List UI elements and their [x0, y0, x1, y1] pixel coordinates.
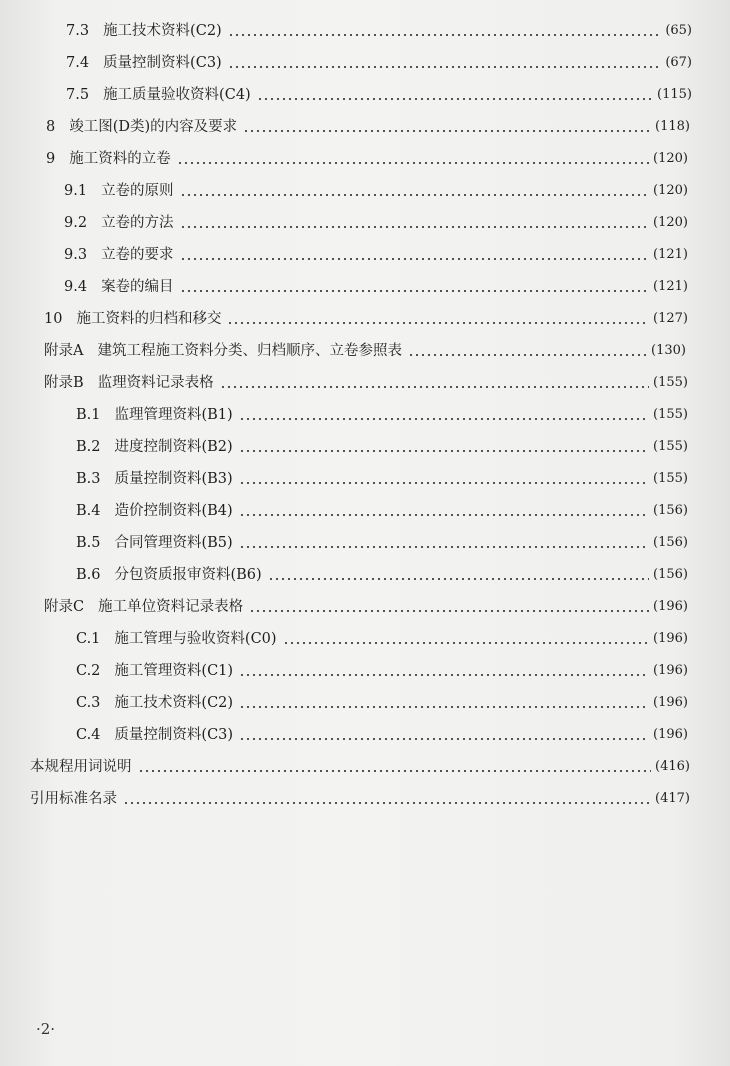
- entry-title: 监理资料记录表格: [97, 375, 214, 391]
- entry-page: (196): [653, 663, 688, 678]
- entry-number: 9.3: [64, 247, 88, 263]
- dot-leader: [177, 162, 649, 164]
- entry-page: (196): [653, 599, 688, 614]
- dot-leader: [138, 770, 652, 772]
- dot-leader: [228, 34, 662, 36]
- dot-leader: [239, 674, 649, 676]
- entry-page: (416): [655, 759, 690, 774]
- entry-page: (196): [653, 695, 688, 710]
- entry-number: 7.4: [66, 55, 90, 71]
- toc-entry[interactable]: [46, 112, 690, 136]
- dot-leader: [239, 546, 649, 548]
- entry-number: 9: [46, 151, 56, 167]
- toc-entry[interactable]: [76, 432, 688, 456]
- entry-page: (196): [653, 727, 688, 742]
- entry-title: 建筑工程施工资料分类、归档顺序、立卷参照表: [97, 343, 402, 359]
- entry-page: (156): [653, 567, 688, 582]
- entry-title: 引用标准名录: [30, 791, 117, 807]
- entry-number: 附录A: [44, 343, 84, 359]
- entry-number: C.3: [76, 695, 101, 711]
- entry-page: (65): [665, 23, 692, 38]
- entry-page: (120): [653, 215, 688, 230]
- entry-title: 施工技术资料(C2): [103, 23, 222, 39]
- entry-title: 竣工图(D类)的内容及要求: [69, 119, 238, 135]
- toc-entry[interactable]: [44, 336, 686, 360]
- entry-page: (130): [651, 343, 686, 358]
- entry-title: 质量控制资料(C3): [114, 727, 234, 743]
- entry-page: (155): [653, 407, 688, 422]
- dot-leader: [239, 450, 649, 452]
- entry-page: (196): [653, 631, 688, 646]
- entry-title: 质量控制资料(C3): [103, 55, 222, 71]
- entry-title: 案卷的编目: [101, 279, 174, 295]
- dot-leader: [239, 514, 649, 516]
- entry-page: (417): [655, 791, 690, 806]
- toc-entry[interactable]: [44, 368, 688, 392]
- entry-title: 施工管理资料(C1): [114, 663, 234, 679]
- entry-number: 附录C: [44, 599, 85, 615]
- entry-number: 7.5: [66, 87, 90, 103]
- toc-entry[interactable]: [76, 656, 688, 680]
- toc-entry[interactable]: [64, 272, 688, 296]
- toc-entry[interactable]: [44, 304, 688, 328]
- entry-title: 施工管理与验收资料(C0): [114, 631, 277, 647]
- entry-number: B.6: [76, 567, 101, 583]
- dot-leader: [180, 258, 649, 260]
- toc-entry[interactable]: [76, 528, 688, 552]
- dot-leader: [243, 130, 651, 132]
- entry-page: (67): [665, 55, 692, 70]
- entry-title: 合同管理资料(B5): [114, 535, 233, 551]
- entry-title: 质量控制资料(B3): [114, 471, 233, 487]
- dot-leader: [123, 802, 651, 804]
- entry-number: 附录B: [44, 375, 84, 391]
- entry-page: (156): [653, 503, 688, 518]
- dot-leader: [220, 386, 649, 388]
- entry-number: 7.3: [66, 23, 90, 39]
- entry-title: 监理管理资料(B1): [114, 407, 233, 423]
- entry-number: 10: [44, 311, 63, 327]
- dot-leader: [239, 706, 649, 708]
- toc-entry[interactable]: [30, 752, 690, 776]
- entry-title: 施工单位资料记录表格: [98, 599, 244, 615]
- dot-leader: [239, 738, 649, 740]
- entry-title: 施工资料的立卷: [69, 151, 171, 167]
- entry-number: 9.2: [64, 215, 88, 231]
- entry-page: (120): [653, 183, 688, 198]
- entry-title: 施工资料的归档和移交: [76, 311, 222, 327]
- entry-number: 9.4: [64, 279, 88, 295]
- dot-leader: [228, 66, 662, 68]
- dot-leader: [180, 290, 649, 292]
- entry-title: 本规程用词说明: [30, 759, 132, 775]
- dot-leader: [249, 610, 649, 612]
- toc-entry[interactable]: [66, 48, 692, 72]
- entry-title: 造价控制资料(B4): [114, 503, 233, 519]
- entry-page: (155): [653, 439, 688, 454]
- toc-entry[interactable]: [76, 720, 688, 744]
- dot-leader: [239, 482, 649, 484]
- entry-page: (120): [653, 151, 688, 166]
- entry-number: B.5: [76, 535, 101, 551]
- entry-number: C.4: [76, 727, 101, 743]
- entry-page: (155): [653, 375, 688, 390]
- toc-entry[interactable]: [66, 16, 692, 40]
- entry-title: 立卷的要求: [101, 247, 174, 263]
- entry-number: B.2: [76, 439, 101, 455]
- entry-title: 施工技术资料(C2): [114, 695, 234, 711]
- entry-number: C.2: [76, 663, 101, 679]
- toc-entry[interactable]: [76, 560, 688, 584]
- toc-entry[interactable]: [44, 592, 688, 616]
- entry-number: B.4: [76, 503, 101, 519]
- entry-page: (115): [657, 87, 692, 102]
- entry-number: 8: [46, 119, 56, 135]
- dot-leader: [283, 642, 649, 644]
- page-number-footer: ·2·: [36, 1020, 56, 1038]
- entry-page: (121): [653, 279, 688, 294]
- dot-leader: [239, 418, 649, 420]
- entry-number: 9.1: [64, 183, 88, 199]
- entry-page: (156): [653, 535, 688, 550]
- entry-title: 施工质量验收资料(C4): [103, 87, 251, 103]
- toc-entry[interactable]: [76, 496, 688, 520]
- entry-title: 立卷的原则: [101, 183, 174, 199]
- entry-number: B.1: [76, 407, 101, 423]
- entry-number: B.3: [76, 471, 101, 487]
- toc-entry[interactable]: [64, 208, 688, 232]
- entry-number: C.1: [76, 631, 101, 647]
- entry-title: 进度控制资料(B2): [114, 439, 233, 455]
- dot-leader: [257, 98, 653, 100]
- dot-leader: [408, 354, 647, 356]
- toc-entry[interactable]: [66, 80, 692, 104]
- entry-title: 立卷的方法: [101, 215, 174, 231]
- toc-entry[interactable]: [64, 176, 688, 200]
- toc-entry[interactable]: [76, 464, 688, 488]
- toc-entry[interactable]: [30, 784, 690, 808]
- entry-page: (155): [653, 471, 688, 486]
- toc-entry[interactable]: [46, 144, 688, 168]
- dot-leader: [180, 226, 649, 228]
- entry-page: (121): [653, 247, 688, 262]
- entry-page: (127): [653, 311, 688, 326]
- dot-leader: [180, 194, 649, 196]
- toc-entry[interactable]: [76, 624, 688, 648]
- toc-entry[interactable]: [76, 688, 688, 712]
- toc-entry[interactable]: [76, 400, 688, 424]
- entry-title: 分包资质报审资料(B6): [114, 567, 262, 583]
- dot-leader: [227, 322, 649, 324]
- entry-page: (118): [655, 119, 690, 134]
- toc-entry[interactable]: [64, 240, 688, 264]
- dot-leader: [268, 578, 649, 580]
